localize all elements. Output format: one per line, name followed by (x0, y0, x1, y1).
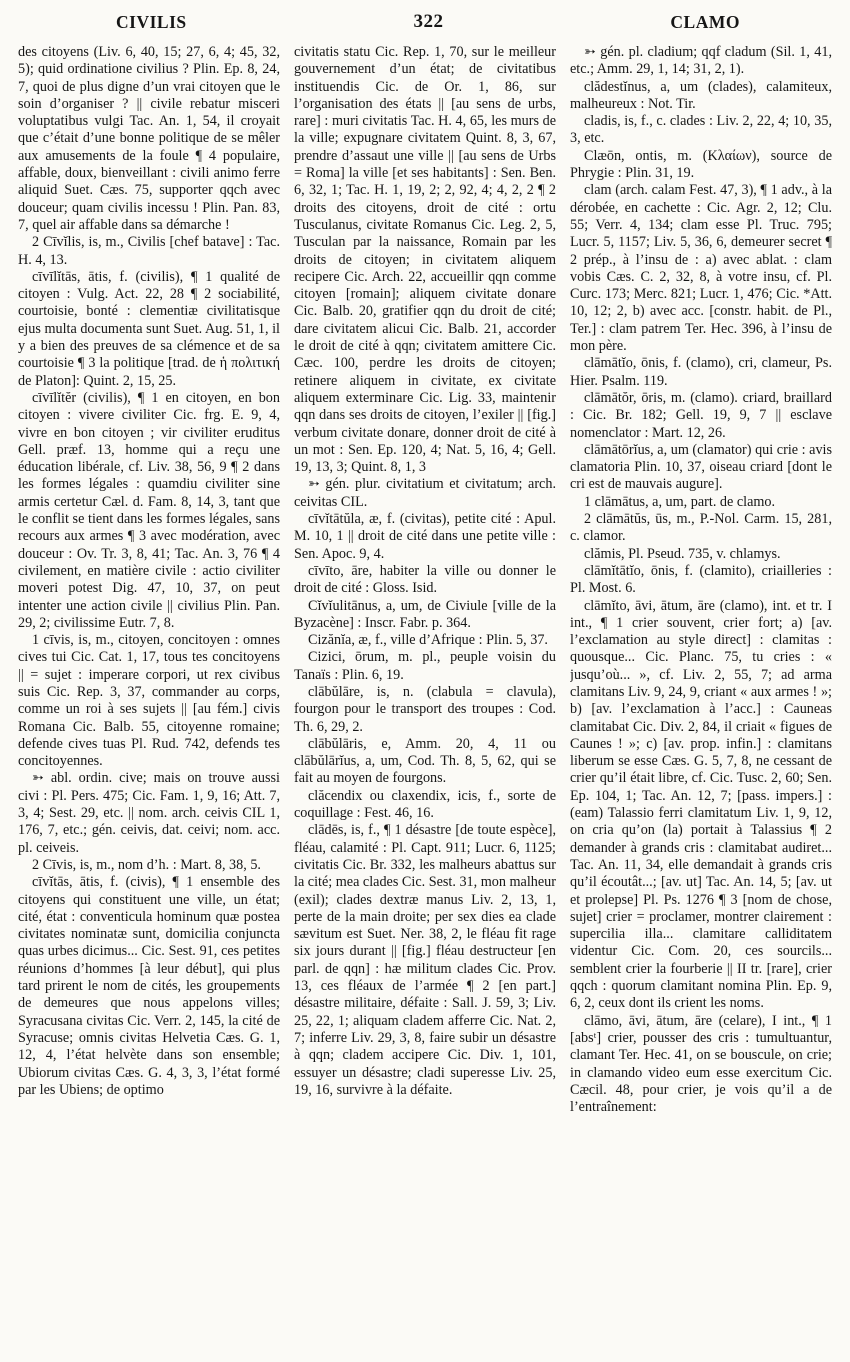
entry-continuation: des citoyens (Liv. 6, 40, 15; 27, 6, 4; 45, 32, 5); quid ordinatione civilius ? Plin. Ep. 8, 24, 7, quoi de plus digne d’un vrai citoyen que le soin d’organiser ? || civile rebatur misceri voluptatibus vulgi Tac. An. 1, 54, il croyait que c’était d’une bonne politique de se mêler aux amusements de la foule ¶ 4 populaire, affable, doux, bienveillant : civili animo ferre aliquid Suet. Cæs. 75, supporter qqch avec douceur; quam civilis incessu ! Plin. Pan. 83, 7, quel air affable dans sa démarche ! (18, 44, 280, 233)
dictionary-entry: clāmĭtātĭo, ōnis, f. (clamito), criailleries : Pl. Most. 6. (570, 562, 832, 597)
running-header (18, 0, 832, 44)
dictionary-entry: Cizici, ōrum, m. pl., peuple voisin du Tanaïs : Plin. 6, 19. (294, 649, 556, 683)
dictionary-entry: cladis, is, f., c. clades : Liv. 2, 22, 4; 10, 35, 3, etc. (570, 113, 832, 147)
dictionary-entry: 2 Cīvis, is, m., nom d’h. : Mart. 8, 38, 5. (32, 856, 261, 873)
dictionary-entry: clābŭlāre, is, n. (clabula = clavula), fourgon pour le transport des troupes : Cod. Th. 6, 29, 2. (294, 683, 556, 735)
dictionary-entry: cīvīlĭtās, ātis, f. (civilis), ¶ 1 qualité de citoyen : Vulg. Act. 22, 28 ¶ 2 sociabilité, courtoisie, bonté : clementiæ civilitatisque ejus multa documenta sunt Suet. Aug. 51, 1, il y a bien des preuves de sa clémence et de sa courtoisie ¶ 3 la politique [trad. de ἡ πολιτική de Platon]: Quint. 2, 15, 25. (18, 268, 280, 389)
dictionary-entry: clăcendix ou claxendix, icis, f., sorte de coquillage : Fest. 46, 16. (294, 787, 556, 822)
column-left (18, 44, 280, 1349)
entry-continuation: civitatis statu Cic. Rep. 1, 70, sur le meilleur gouvernement d’un état; de civitatibus instituendis Cic. de Or. 1, 86, sur l’organisation des états || [au sens de urbs, rare] : muri civitatis Tac. H. 4, 65, les murs de la ville; expugnare civitatem Quint. 8, 3, 67, prendre d’assaut une ville || [au sens de Urbs = Roma] la ville [et ses habitants] : Sen. Ben. 6, 32, 1; Tac. H. 1, 19, 2; 2, 92, 4; 4, 2, 2 ¶ 2 droits des citoyens, droit de cité : ortu Tusculanus, civitate Romanus Cic. Leg. 2, 5, Tusculan par la naissance, Romain par les droits de citoyen; in civitatem aliquem recipere Cic. Arch. 22, accueillir qqn comme citoyen [romain]; aliquem civitate donare Cic. Balb. 20, gratifier qqn du droit de cité; dare civitatem alicui Cic. Balb. 21, accorder le droit de cité à qqn; civitatem amittere Cic. Cæc. 100, perdre les droits de citoyen; retinere aliquem in civitate, ex civitate aliquem exterminare Cic. Lig. 33, maintenir qqn dans ses droits de citoyen, l’exiler || [fig.] verbum civitate donare, donner droit de cité à un mot : Sen. Ep. 120, 4; Nat. 5, 16, 4; Gell. 19, 13, 3; Quint. 8, 1, 3 (294, 44, 556, 476)
page-number: 322 (413, 11, 444, 32)
dictionary-entry: 2 Cīvĭlis, is, m., Civilis [chef batave] : Tac. H. 4, 13. (18, 234, 280, 268)
dictionary-entry: clāmātōrĭus, a, um (clamator) qui crie : avis clamatoria Plin. 10, 37, oiseau criard [dont le cri est de mauvais augure]. (570, 441, 832, 493)
dictionary-entry: Clæōn, ontis, m. (Κλαίων), source de Phrygie : Plin. 31, 19. (570, 147, 832, 182)
header-right-guideword: CLAMO (670, 11, 740, 32)
dictionary-entry: Cizănĭa, æ, f., ville d’Afrique : Plin. 5, 37. (308, 632, 548, 649)
dictionary-entry: ➳ abl. ordin. cive; mais on trouve aussi civi : Pl. Pers. 475; Cic. Fam. 1, 9, 16; Att. 7, 3, 4; Sest. 29, etc. || nom. arch. ceivis CIL 1, 176, 7, etc.; gén. ceivis, dat. ceivi; nom. acc. pl. ceiveis. (18, 770, 280, 856)
dictionary-entry: 1 cīvis, is, m., citoyen, concitoyen : omnes cives tui Cic. Cat. 1, 17, tous tes concitoyens || = sujet : imperare corpori, ut rex civibus suis Cic. Rep. 3, 37, commander au corps, comme un roi à ses sujets || [au fém.] civis Romana Cic. Balb. 55, citoyenne romaine; defende cives tuas Pl. Rud. 742, defends tes concitoyennes. (18, 632, 280, 770)
dictionary-entry: clāmĭto, āvi, ātum, āre (clamo), int. et tr. I int., ¶ 1 crier souvent, crier fort; a) [av. l’exclamation au style direct] : clamitas : quousque... Cic. Planc. 75, tu cries : « jusqu’où... », cf. Liv. 2, 55, 7; ad arma clamitans Liv. 9, 24, 9, criant « aux armes ! »; b) [av. l’exclamation à l’acc.] : Cauneas clamitabat Cic. Div. 2, 84, il criait « figues de Caunes ! »; c) [av. prop. infin.] : clamitans liberum se esse Cæs. G. 5, 7, 8, ne cessant de crier qu’il était libre, cf. Cic. Tusc. 2, 60; Sen. Ep. 104, 1; Tac. An. 12, 7; [pass. impers.] : (eam) Talassio ferri clamitatum Liv. 1, 9, 12, on cria qu’on (la) portait à Talassius ¶ 2 demander à grands cris : clamitabat audiret... Tac. An. 11, 34, elle demandait à grands cris qu’il écoutât...; [av. ut] Tac. An. 14, 5; [av. ut et prolepse] Pl. Ps. 1276 ¶ 3 [nom de chose, sujet] crier = proclamer, montrer clairement : supercilia illa... clamitare calliditatem videntur Cic. Com. 20, ces sourcils... semblent crier la fourberie || II tr. [rare], crier qqch : quorum clamitant nomina Plin. Ep. 9, 6, 2, ceux dont ils crient les noms. (570, 597, 832, 1012)
dictionary-entry: clădestĭnus, a, um (clades), calamiteux, malheureux : Not. Tir. (570, 78, 832, 112)
dictionary-entry: ➳ gén. plur. civitatium et civitatum; arch. ceivitas CIL. (294, 476, 556, 510)
column-right (570, 44, 832, 1349)
dictionary-entry: clāmātŏr, ōris, m. (clamo). criard, braillard : Cic. Br. 182; Gell. 19, 9, 7 || esclave nomenclator : Mart. 12, 26. (570, 389, 832, 441)
dictionary-entry: 2 clāmātŭs, ūs, m., P.-Nol. Carm. 15, 281, c. clamor. (570, 511, 832, 545)
dictionary-entry: 1 clāmātus, a, um, part. de clamo. (584, 493, 776, 510)
dictionary-entry: cīvĭtātŭla, æ, f. (civitas), petite cité : Apul. M. 10, 1 || droit de cité dans une petite ville : Sen. Apoc. 9, 4. (294, 511, 556, 562)
dictionary-entry: clam (arch. calam Fest. 47, 3), ¶ 1 adv., à la dérobée, en cachette : Cic. Agr. 2, 12; Clu. 55; Verr. 4, 134; clam esse Pl. Truc. 795; Lucr. 5, 1157; Liv. 5, 36, 6, demeurer secret ¶ 2 prép., à l’insu de : a) avec ablat. : clam vobis Cæs. C. 2, 32, 8, à votre insu, cf. Pl. Curc. 173; Merc. 821; Lucr. 1, 476; Cic. *Att. 10, 12; 2, b) avec acc. [constr. habit. de Pl., Ter.] : clam patrem Ter. Hec. 396, à l’insu de mon père. (570, 182, 832, 355)
text-columns (18, 44, 832, 1349)
dictionary-entry: cīvīto, āre, habiter la ville ou donner le droit de cité : Gloss. Isid. (294, 562, 556, 597)
dictionary-entry: clāmo, āvi, ātum, āre (celare), I int., ¶ 1 [absᵗ] crier, pousser des cris : tumultuantur, clamant Ter. Hec. 41, on se bouscule, on crie; in clamando video eum esse exercitum Cic. Cæcil. 48, pour crier, je vois qu’il a de l’entraînement: (570, 1012, 832, 1116)
dictionary-entry: Cĭvĭulitānus, a, um, de Civiule [ville de la Byzacène] : Inscr. Fabr. p. 364. (294, 597, 556, 631)
column-middle (294, 44, 556, 1349)
header-left-guideword: CIVILIS (116, 11, 187, 32)
dictionary-entry: clămis, Pl. Pseud. 735, v. chlamys. (584, 545, 781, 562)
dictionary-entry: clābŭlāris, e, Amm. 20, 4, 11 ou clābŭlārĭus, a, um, Cod. Th. 8, 5, 62, qui se fait au moyen de fourgons. (294, 735, 556, 787)
dictionary-entry: clādēs, is, f., ¶ 1 désastre [de toute espèce], fléau, calamité : Pl. Capt. 911; Lucr. 6, 1125; civitatis Cic. Br. 332, les malheurs abattus sur la cité; mea clades Cic. Sest. 31, mon malheur (exil); clades dextræ manus Liv. 2, 13, 1, perte de la main droite; per sex dies ea clade sævitum est Suet. Ner. 38, 2, le fléau fit rage six jours durant || [fig.] fléau destructeur [en parl. de qqn] : hæ militum clades Cic. Prov. 13, ces fléaux de l’armée ¶ 2 [en part.] désastre militaire, défaite : Sall. J. 59, 3; Liv. 25, 22, 1; aliquam cladem afferre Cic. Nat. 2, 7; inferre Liv. 29, 3, 8, faire subir un désastre à qqn; cladem accipere Cic. Div. 1, 101, essuyer un désastre; cladi superesse Liv. 25, 19, 16, survivre à la défaite. (294, 822, 556, 1098)
dictionary-entry: cīvĭtās, ātis, f. (civis), ¶ 1 ensemble des citoyens qui constituent une ville, un état; cité, état : conventicula hominum quæ postea civitates nominatæ sunt, domicilia conjuncta quas urbes dicimus... Cic. Sest. 91, ces petites réunions d’hommes [à leur début], qui plus tard prirent le nom de cités, les groupements de demeures que nous appelons villes; Syracusana civitas Cic. Verr. 2, 145, la cité de Syracuse; omnis civitas Helvetia Cæs. G. 1, 12, 4, l’état helvète dans son ensemble; Ubiorum civitas Cæs. G. 4, 3, 3, l’état formé par les Ubiens; de optimo (18, 874, 280, 1098)
dictionary-entry: cīvīlĭtĕr (civilis), ¶ 1 en citoyen, en bon citoyen : vivere civiliter Cic. frg. E. 9, 4, vivre en bon citoyen ; vir civiliter eruditus Gell. præf. 13, homme qui a reçu une éducation libérale, cf. Liv. 38, 56, 9 ¶ 2 dans les formes légales : quamdiu civiliter sine armis certetur Cæl. d. Fam. 8, 14, 3, tant que le conflit se tient dans les formes légales, sans recours aux armes ¶ 3 avec modération, avec douceur : Ov. Tr. 3, 8, 41; Tac. An. 3, 76 ¶ 4 civilement, en matière civile : actio civiliter moveri potest Dig. 47, 10, 37, on peut intenter une action civile || civilius Plin. Pan. 29, 2; civilissime Eutr. 7, 8. (18, 389, 280, 631)
dictionary-entry: clāmātĭo, ōnis, f. (clamo), cri, clameur, Ps. Hier. Psalm. 119. (570, 355, 832, 389)
dictionary-entry: ➳ gén. pl. cladium; qqf cladum (Sil. 1, 41, etc.; Amm. 29, 1, 14; 31, 2, 1). (570, 44, 832, 78)
